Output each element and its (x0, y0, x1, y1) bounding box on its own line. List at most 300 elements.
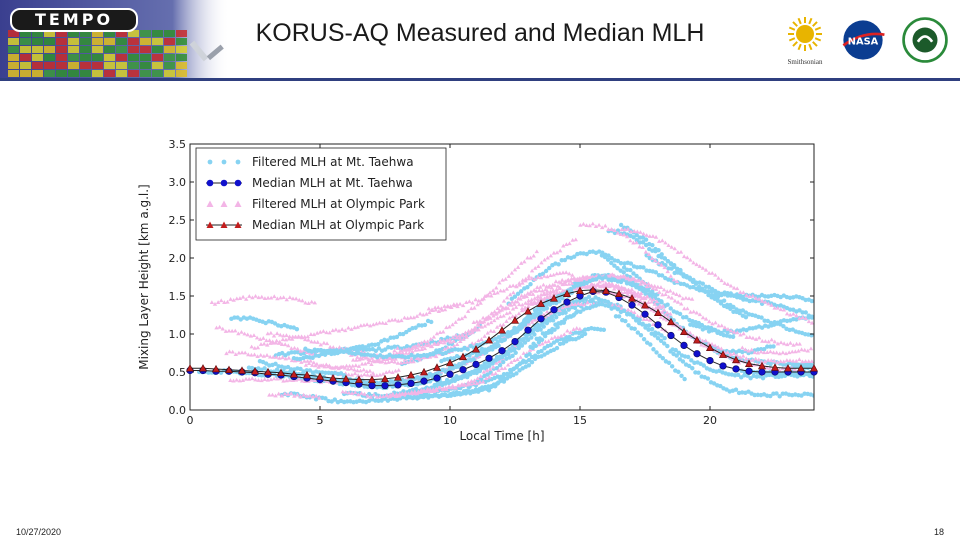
olympic-filtered-point (234, 378, 238, 382)
olympic-filtered-point (463, 314, 467, 318)
taehwa-filtered-point (496, 343, 500, 347)
olympic-median-point (421, 369, 428, 376)
legend-marker (222, 160, 227, 165)
taehwa-filtered-point (522, 337, 526, 341)
olympic-filtered-point (769, 338, 773, 342)
taehwa-filtered-point (771, 344, 775, 348)
olympic-filtered-point (564, 270, 568, 274)
taehwa-filtered-point (678, 269, 682, 273)
olympic-filtered-point (558, 249, 562, 253)
olympic-filtered-point (467, 299, 471, 303)
legend-label: Median MLH at Mt. Taehwa (252, 176, 413, 190)
olympic-filtered-point (668, 289, 672, 293)
taehwa-filtered-point (722, 299, 726, 303)
olympic-filtered-point (785, 312, 789, 316)
olympic-filtered-point (545, 256, 549, 260)
olympic-filtered-point (252, 333, 256, 337)
olympic-filtered-point (444, 325, 448, 329)
olympic-filtered-point (565, 329, 569, 333)
taehwa-filtered-point (534, 310, 538, 314)
x-tick-label: 15 (573, 414, 587, 427)
olympic-filtered-point (511, 290, 515, 294)
olympic-filtered-point (751, 336, 755, 340)
olympic-filtered-point (247, 294, 251, 298)
taehwa-filtered-point (622, 309, 626, 313)
olympic-filtered-point (214, 326, 218, 330)
taehwa-filtered-point (533, 353, 537, 357)
taehwa-filtered-point (619, 261, 623, 265)
olympic-filtered-point (460, 316, 464, 320)
legend-marker (235, 180, 242, 187)
taehwa-filtered-point (525, 319, 529, 323)
olympic-filtered-point (685, 306, 689, 310)
taehwa-median-point (707, 357, 714, 364)
olympic-filtered-point (603, 224, 607, 228)
y-axis-label: Mixing Layer Height [km a.g.l.] (137, 184, 151, 370)
olympic-filtered-point (438, 330, 442, 334)
olympic-filtered-point (365, 322, 369, 326)
olympic-filtered-point (644, 250, 648, 254)
olympic-filtered-point (630, 287, 634, 291)
y-tick-label: 2.5 (168, 214, 186, 227)
taehwa-median-point (759, 369, 766, 376)
olympic-filtered-point (256, 345, 260, 349)
taehwa-filtered-point (665, 344, 669, 348)
olympic-filtered-point (797, 357, 801, 361)
olympic-filtered-point (495, 325, 499, 329)
olympic-filtered-point (690, 297, 694, 301)
taehwa-filtered-point (644, 243, 648, 247)
taehwa-filtered-point (637, 317, 641, 321)
header-banner (0, 0, 960, 78)
olympic-filtered-point (252, 353, 256, 357)
taehwa-median-point (382, 382, 389, 389)
taehwa-filtered-point (704, 326, 708, 330)
taehwa-filtered-point (295, 327, 299, 331)
olympic-filtered-point (504, 319, 508, 323)
olympic-filtered-point (757, 336, 761, 340)
mlh-chart (130, 128, 830, 460)
taehwa-filtered-point (651, 347, 655, 351)
x-axis-label: Local Time [h] (459, 429, 545, 443)
taehwa-filtered-point (531, 342, 535, 346)
taehwa-filtered-point (734, 388, 738, 392)
taehwa-filtered-point (810, 299, 814, 303)
olympic-filtered-point (567, 241, 571, 245)
taehwa-filtered-point (678, 312, 682, 316)
olympic-filtered-point (387, 318, 391, 322)
taehwa-filtered-point (769, 323, 773, 327)
olympic-filtered-point (765, 350, 769, 354)
olympic-filtered-point (441, 330, 445, 334)
taehwa-median-point (655, 322, 662, 329)
legend-marker (221, 180, 228, 187)
olympic-filtered-point (657, 239, 661, 243)
legend (196, 148, 446, 240)
olympic-median-point (499, 327, 506, 334)
olympic-filtered-point (294, 297, 298, 301)
olympic-filtered-point (635, 229, 639, 233)
nasa-logo (838, 12, 888, 68)
olympic-filtered-point (516, 265, 520, 269)
taehwa-filtered-point (606, 258, 610, 262)
taehwa-filtered-point (567, 335, 571, 339)
olympic-filtered-point (219, 298, 223, 302)
taehwa-filtered-point (694, 280, 698, 284)
olympic-filtered-point (427, 307, 431, 311)
taehwa-filtered-point (674, 353, 678, 357)
taehwa-filtered-point (654, 350, 658, 354)
taehwa-filtered-point (502, 377, 506, 381)
olympic-filtered-point (429, 337, 433, 341)
taehwa-filtered-point (529, 335, 533, 339)
y-tick-label: 2.0 (168, 252, 186, 265)
taehwa-median-point (668, 332, 675, 339)
olympic-filtered-point (508, 292, 512, 296)
olympic-filtered-point (535, 249, 539, 253)
olympic-filtered-point (384, 370, 388, 374)
olympic-filtered-point (710, 271, 714, 275)
taehwa-median-point (460, 366, 467, 373)
olympic-filtered-point (774, 351, 778, 355)
olympic-filtered-point (768, 350, 772, 354)
taehwa-filtered-point (487, 388, 491, 392)
taehwa-filtered-point (521, 359, 525, 363)
olympic-filtered-point (351, 364, 355, 368)
olympic-filtered-point (418, 312, 422, 316)
olympic-filtered-point (735, 286, 739, 290)
olympic-filtered-point (310, 300, 314, 304)
olympic-filtered-point (340, 327, 344, 331)
taehwa-filtered-point (642, 337, 646, 341)
olympic-filtered-point (518, 355, 522, 359)
taehwa-filtered-point (706, 376, 710, 380)
taehwa-median-point (473, 361, 480, 368)
banner-rule (0, 78, 960, 81)
olympic-filtered-point (787, 350, 791, 354)
olympic-filtered-point (713, 321, 717, 325)
olympic-filtered-point (269, 331, 273, 335)
olympic-filtered-point (259, 353, 263, 357)
olympic-filtered-point (659, 285, 663, 289)
taehwa-filtered-point (628, 268, 632, 272)
olympic-filtered-point (262, 342, 266, 346)
olympic-filtered-point (809, 346, 813, 350)
taehwa-filtered-point (509, 370, 513, 374)
taehwa-filtered-point (622, 270, 626, 274)
olympic-filtered-point (502, 299, 506, 303)
taehwa-filtered-point (602, 328, 606, 332)
taehwa-filtered-point (647, 323, 651, 327)
taehwa-filtered-point (653, 293, 657, 297)
olympic-filtered-point (691, 310, 695, 314)
taehwa-filtered-point (667, 361, 671, 365)
olympic-filtered-point (741, 290, 745, 294)
olympic-filtered-point (688, 331, 692, 335)
taehwa-filtered-point (572, 312, 576, 316)
olympic-filtered-point (365, 373, 369, 377)
taehwa-median-point (421, 378, 428, 385)
legend-marker (208, 160, 213, 165)
olympic-filtered-point (536, 264, 540, 268)
olympic-median-point (434, 364, 441, 371)
taehwa-median-point (408, 380, 415, 387)
taehwa-filtered-point (690, 366, 694, 370)
taehwa-filtered-point (676, 370, 680, 374)
olympic-filtered-point (597, 223, 601, 227)
olympic-filtered-point (265, 353, 269, 357)
taehwa-filtered-point (534, 327, 538, 331)
epa-logo (900, 12, 950, 68)
taehwa-median-point (642, 311, 649, 318)
olympic-filtered-point (331, 328, 335, 332)
taehwa-filtered-point (555, 346, 559, 350)
olympic-filtered-point (322, 341, 326, 345)
taehwa-filtered-point (653, 249, 657, 253)
olympic-filtered-point (507, 274, 511, 278)
legend-label: Filtered MLH at Mt. Taehwa (252, 155, 414, 169)
taehwa-filtered-point (650, 327, 654, 331)
olympic-filtered-point (488, 290, 492, 294)
olympic-filtered-point (651, 234, 655, 238)
olympic-filtered-point (432, 335, 436, 339)
taehwa-median-point (681, 342, 688, 349)
olympic-filtered-point (660, 238, 664, 242)
taehwa-filtered-point (587, 295, 591, 299)
taehwa-filtered-point (648, 342, 652, 346)
y-tick-label: 3.0 (168, 176, 186, 189)
taehwa-filtered-point (556, 262, 560, 266)
taehwa-filtered-point (528, 282, 532, 286)
olympic-filtered-point (263, 377, 267, 381)
olympic-filtered-point (578, 327, 582, 331)
taehwa-filtered-point (493, 384, 497, 388)
taehwa-median-point (694, 350, 701, 357)
olympic-filtered-point (378, 373, 382, 377)
olympic-filtered-point (669, 274, 673, 278)
olympic-filtered-point (233, 329, 237, 333)
taehwa-filtered-point (506, 352, 510, 356)
taehwa-filtered-point (662, 336, 666, 340)
olympic-filtered-point (368, 369, 372, 373)
olympic-filtered-point (679, 250, 683, 254)
taehwa-median-point (434, 375, 441, 382)
y-tick-label: 1.5 (168, 290, 186, 303)
legend-marker (207, 180, 214, 187)
smithsonian-label: Smithsonian (787, 58, 823, 66)
olympic-filtered-point (300, 299, 304, 303)
olympic-filtered-point (531, 254, 535, 258)
taehwa-filtered-point (759, 315, 763, 319)
olympic-filtered-point (508, 310, 512, 314)
olympic-filtered-point (803, 348, 807, 352)
olympic-filtered-point (626, 308, 630, 312)
olympic-filtered-point (457, 317, 461, 321)
olympic-filtered-point (741, 354, 745, 358)
taehwa-filtered-point (538, 336, 542, 340)
taehwa-filtered-point (804, 310, 808, 314)
olympic-filtered-point (436, 305, 440, 309)
olympic-filtered-point (321, 329, 325, 333)
olympic-filtered-point (684, 296, 688, 300)
olympic-filtered-point (266, 331, 270, 335)
olympic-filtered-point (458, 302, 462, 306)
olympic-filtered-point (267, 338, 271, 342)
taehwa-filtered-point (515, 326, 519, 330)
olympic-filtered-point (788, 358, 792, 362)
taehwa-filtered-point (670, 364, 674, 368)
olympic-filtered-point (492, 329, 496, 333)
olympic-filtered-point (483, 324, 487, 328)
olympic-filtered-point (334, 328, 338, 332)
taehwa-filtered-point (503, 337, 507, 341)
olympic-filtered-point (489, 320, 493, 324)
olympic-filtered-point (387, 369, 391, 373)
taehwa-filtered-point (710, 289, 714, 293)
taehwa-filtered-point (429, 320, 433, 324)
olympic-filtered-point (230, 350, 234, 354)
y-tick-label: 1.0 (168, 328, 186, 341)
olympic-filtered-point (687, 296, 691, 300)
taehwa-median-point (733, 366, 740, 373)
taehwa-filtered-point (512, 347, 516, 351)
nasa-label: NASA (847, 36, 879, 48)
olympic-filtered-point (472, 306, 476, 310)
olympic-filtered-point (362, 368, 366, 372)
taehwa-median-point (629, 302, 636, 309)
olympic-filtered-point (261, 336, 265, 340)
taehwa-filtered-point (731, 335, 735, 339)
olympic-filtered-point (486, 331, 490, 335)
olympic-filtered-point (450, 384, 454, 388)
olympic-filtered-point (275, 331, 279, 335)
taehwa-filtered-point (527, 352, 531, 356)
olympic-filtered-point (528, 256, 532, 260)
x-tick-label: 5 (316, 414, 324, 427)
olympic-filtered-point (231, 379, 235, 383)
y-tick-label: 0.5 (168, 366, 186, 379)
taehwa-median-point (369, 382, 376, 389)
olympic-filtered-point (239, 330, 243, 334)
taehwa-filtered-point (650, 243, 654, 247)
olympic-filtered-point (638, 230, 642, 234)
olympic-filtered-point (748, 335, 752, 339)
taehwa-median-point (499, 347, 506, 354)
olympic-filtered-point (396, 368, 400, 372)
olympic-filtered-point (560, 278, 564, 282)
olympic-filtered-point (241, 295, 245, 299)
olympic-filtered-point (779, 340, 783, 344)
olympic-filtered-point (272, 294, 276, 298)
taehwa-filtered-point (617, 314, 621, 318)
smithsonian-logo (780, 12, 830, 68)
olympic-filtered-point (793, 349, 797, 353)
olympic-filtered-point (250, 376, 254, 380)
taehwa-filtered-point (669, 261, 673, 265)
olympic-filtered-point (243, 351, 247, 355)
taehwa-median-point (564, 299, 571, 306)
olympic-filtered-point (541, 283, 545, 287)
legend-marker (236, 160, 241, 165)
olympic-filtered-point (766, 340, 770, 344)
taehwa-filtered-point (538, 311, 542, 315)
olympic-filtered-point (628, 238, 632, 242)
olympic-filtered-point (732, 286, 736, 290)
olympic-filtered-point (637, 245, 641, 249)
page-number: 18 (933, 527, 944, 537)
legend-label: Median MLH at Olympic Park (252, 218, 425, 232)
olympic-filtered-point (354, 363, 358, 367)
olympic-filtered-point (562, 332, 566, 336)
taehwa-filtered-point (701, 282, 705, 286)
olympic-filtered-point (292, 346, 296, 350)
olympic-filtered-point (740, 346, 744, 350)
olympic-filtered-point (405, 316, 409, 320)
taehwa-median-point (447, 371, 454, 378)
tempo-logo-text: TEMPO (10, 8, 138, 32)
olympic-filtered-point (522, 260, 526, 264)
taehwa-median-point (512, 338, 519, 345)
olympic-filtered-point (288, 295, 292, 299)
taehwa-filtered-point (640, 288, 644, 292)
legend-label: Filtered MLH at Olympic Park (252, 197, 425, 211)
taehwa-filtered-point (518, 342, 522, 346)
olympic-filtered-point (753, 357, 757, 361)
olympic-filtered-point (554, 279, 558, 283)
taehwa-filtered-point (550, 315, 554, 319)
taehwa-filtered-point (623, 319, 627, 323)
taehwa-median-point (486, 355, 493, 362)
olympic-filtered-point (228, 297, 232, 301)
olympic-filtered-point (682, 254, 686, 258)
olympic-filtered-point (346, 326, 350, 330)
olympic-filtered-point (325, 341, 329, 345)
olympic-filtered-point (510, 271, 514, 275)
taehwa-filtered-point (465, 347, 469, 351)
olympic-filtered-point (574, 238, 578, 242)
footer-date: 10/27/2020 (16, 527, 62, 537)
taehwa-filtered-point (626, 323, 630, 327)
olympic-filtered-point (247, 377, 251, 381)
olympic-filtered-point (788, 341, 792, 345)
taehwa-filtered-point (633, 327, 637, 331)
olympic-filtered-point (217, 325, 221, 329)
olympic-filtered-point (495, 291, 499, 295)
taehwa-filtered-point (510, 354, 514, 358)
olympic-filtered-point (374, 322, 378, 326)
olympic-filtered-point (331, 345, 335, 349)
olympic-filtered-point (781, 350, 785, 354)
x-tick-label: 0 (186, 414, 194, 427)
taehwa-filtered-point (696, 371, 700, 375)
olympic-filtered-point (503, 366, 507, 370)
filtered-scatter-layer (197, 222, 816, 405)
x-tick-label: 20 (703, 414, 717, 427)
olympic-filtered-point (636, 291, 640, 295)
olympic-filtered-point (283, 342, 287, 346)
y-tick-label: 3.5 (168, 138, 186, 151)
olympic-filtered-point (542, 258, 546, 262)
olympic-filtered-point (501, 323, 505, 327)
olympic-filtered-point (284, 333, 288, 337)
olympic-filtered-point (581, 222, 585, 226)
taehwa-filtered-point (686, 355, 690, 359)
taehwa-median-point (746, 368, 753, 375)
olympic-filtered-point (723, 325, 727, 329)
taehwa-filtered-point (423, 323, 427, 327)
olympic-filtered-point (249, 345, 253, 349)
olympic-filtered-point (555, 250, 559, 254)
